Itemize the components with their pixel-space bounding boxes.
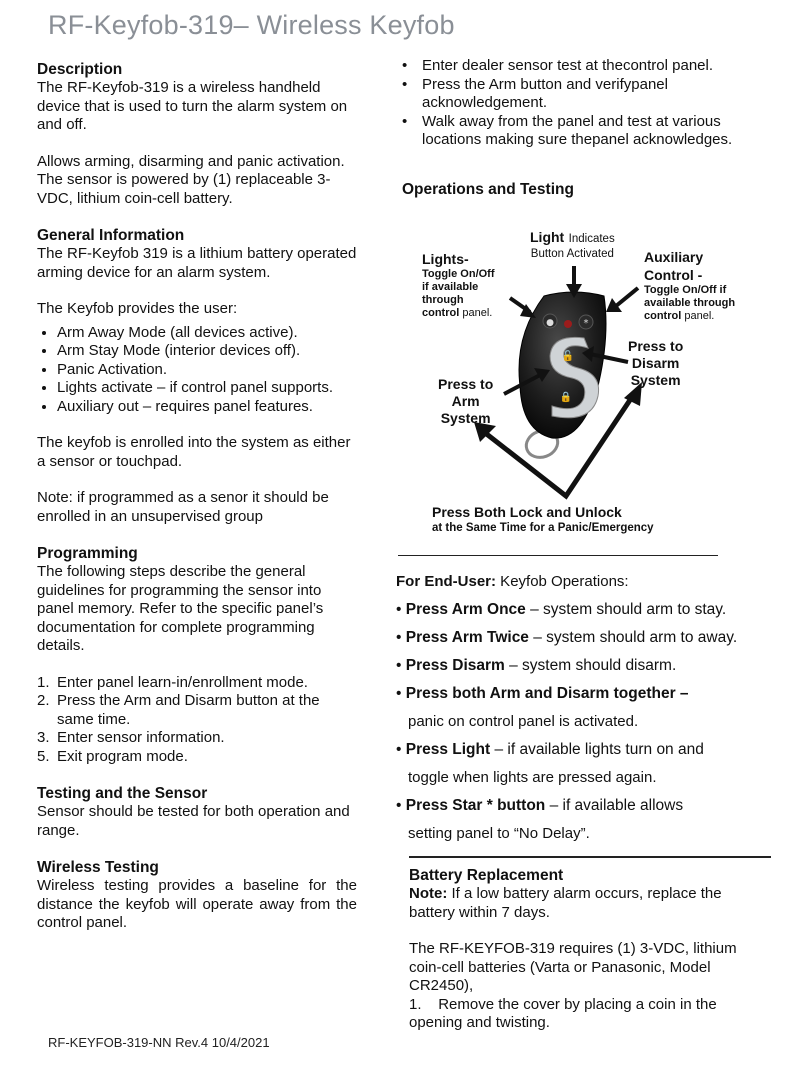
description-text: The RF-Keyfob-319 is a wireless handheld device that is used to turn the alarm system on and off. <box>37 79 348 133</box>
auxiliary-label: Auxiliary Control - Toggle On/Off if available through control panel. <box>644 249 736 322</box>
battery-note: Note: If a low battery alarm occurs, replace the battery within 7 days. <box>409 885 722 921</box>
svg-text:●: ● <box>546 318 554 328</box>
list-item: 2. Press the Arm and Disarm button at the same time. <box>37 692 320 728</box>
list-item: • Press Light – if available lights turn on and <box>396 741 704 758</box>
wireless-testing-heading: Wireless Testing <box>37 859 159 876</box>
list-item: 1. Enter panel learn-in/enrollment mode. <box>37 673 308 691</box>
battery-step: 1. Remove the cover by placing a coin in the opening and twisting. <box>409 995 717 1031</box>
list-item: • Press Arm Once – system should arm to stay. <box>396 601 727 618</box>
list-item: • Lights activate – if control panel supports. <box>57 379 357 398</box>
divider <box>409 856 771 858</box>
note-text: Note: if programmed as a senor it should be enrolled in an unsupervised group <box>37 489 329 525</box>
left-column <box>37 60 357 933</box>
arm-label: Press to Arm System <box>438 376 494 426</box>
list-item: • Panic Activation. <box>57 361 357 380</box>
test-steps-list <box>402 57 774 150</box>
features-list <box>37 324 357 417</box>
list-item: • Walk away from the panel and test at various locations making sure thepanel acknowledges. <box>402 112 733 148</box>
programming-text: The following steps describe the general guidelines for programming the sensor into panel memory. Refer to the specific panel’s documentation for complete programming details. <box>37 563 324 654</box>
page-title: RF-Keyfob-319– Wireless Keyfob <box>48 10 455 40</box>
description-heading: Description <box>37 61 123 78</box>
programming-heading: Programming <box>37 545 138 562</box>
testing-text: Sensor should be tested for both operation and range. <box>37 803 350 839</box>
list-item: • Enter dealer sensor test at thecontrol panel. <box>402 57 714 74</box>
footer-revision: RF-KEYFOB-319-NN Rev.4 10/4/2021 <box>48 1035 270 1050</box>
svg-text:*: * <box>583 318 589 329</box>
list-item-continuation: toggle when lights are pressed again. <box>408 769 657 786</box>
list-item: • Press Arm Twice – system should arm to away. <box>396 629 738 646</box>
list-item: 5. Exit program mode. <box>37 747 188 765</box>
list-item: • Arm Stay Mode (interior devices off). <box>57 342 357 361</box>
divider <box>398 555 718 556</box>
programming-steps <box>37 674 357 767</box>
general-info-heading: General Information <box>37 227 185 244</box>
light-label: Light Indicates Button Activated <box>530 229 615 260</box>
description-text-2: Allows arming, disarming and panic activation. The sensor is powered by (1) replaceable 3-VDC, lithium coin-cell battery. <box>37 152 345 207</box>
end-user-heading: For End-User: Keyfob Operations: <box>396 573 629 590</box>
list-item-continuation: panic on control panel is activated. <box>408 713 639 730</box>
light-indicator-icon <box>564 320 572 328</box>
wireless-testing-text: Wireless testing provides a baseline for the distance the keyfob will operate away from the control panel. <box>37 877 357 931</box>
battery-heading: Battery Replacement <box>409 867 564 884</box>
keyfob-diagram <box>402 226 772 546</box>
list-item: • Press Star * button – if available allows <box>396 797 684 814</box>
list-item: • Press both Arm and Disarm together – <box>396 685 689 702</box>
list-item: • Press Disarm – system should disarm. <box>396 657 677 674</box>
lights-label: Lights- Toggle On/Off if available through control panel. <box>422 251 495 319</box>
unlock-icon: 🔓 <box>561 351 575 362</box>
panic-label: Press Both Lock and Unlock at the Same Time for a Panic/Emergency <box>432 504 654 534</box>
general-info-text: The RF-Keyfob 319 is a lithium battery operated arming device for an alarm system. <box>37 245 357 281</box>
disarm-label: Press to Disarm System <box>628 338 684 388</box>
lock-icon: 🔒 <box>559 392 573 403</box>
list-item: • Auxiliary out – requires panel features. <box>57 398 357 417</box>
battery-requirement: The RF-KEYFOB-319 requires (1) 3-VDC, lithium coin-cell batteries (Varta or Panasonic, Model CR2450), <box>409 940 737 994</box>
operations-heading: Operations and Testing <box>402 180 574 198</box>
list-item: • Press the Arm button and verifypanel acknowledgement. <box>402 75 668 111</box>
battery-section <box>409 866 769 1033</box>
list-item-continuation: setting panel to “No Delay”. <box>408 825 590 842</box>
right-column <box>402 57 774 199</box>
end-user-section <box>396 572 776 848</box>
list-item: 3. Enter sensor information. <box>37 729 225 746</box>
enrollment-text: The keyfob is enrolled into the system as either a sensor or touchpad. <box>37 434 351 470</box>
testing-heading: Testing and the Sensor <box>37 785 208 802</box>
general-info-provides: The Keyfob provides the user: <box>37 300 238 317</box>
list-item: • Arm Away Mode (all devices active). <box>57 324 357 343</box>
